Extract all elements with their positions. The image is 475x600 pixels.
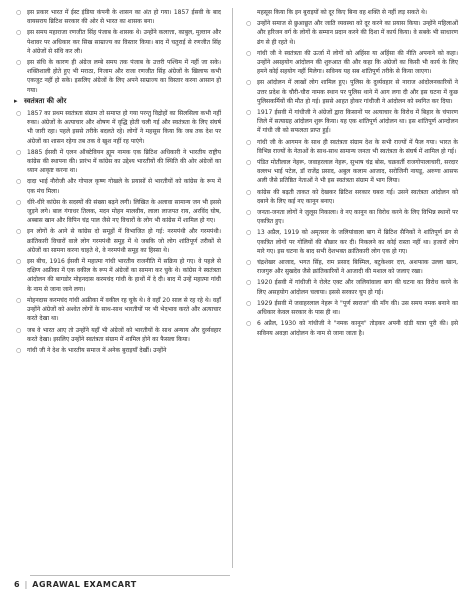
list-item (14, 177, 221, 195)
brand-suffix: AMCART (96, 579, 137, 589)
list-item-text: इस बीच, 1916 ईसवी में महात्मा गांधी भारतीय राजनीति में सक्रिय हो गए। वे पहले से दक्षिण अफ्रीका में एक वकील के रूप में अंग्रेजों का सामना कर चुके थे। कांग्रेस ने स्वतंत्रता आंदोलन की बागडोर मोहनदास करमचंद गांधी के हाथों में दे दी। बाद में उन्हें महात्मा गांधी के नाम से जाना जाने लगा। (27, 258, 221, 293)
bullet-icon: ○ (246, 20, 252, 28)
bullet-icon: ○ (16, 148, 22, 156)
list-item (244, 49, 458, 77)
page-footer (0, 576, 475, 592)
list-item (244, 278, 458, 296)
bullet-icon: ○ (16, 346, 22, 354)
column-divider (232, 8, 233, 568)
list-item (14, 28, 221, 56)
list-item-text: 1917 ईसवी में गांधीजी ने अंग्रेजों द्वारा किसानों पर अत्याचार के विरोध में बिहार के चंपारण जिले में सत्याग्रह आंदोलन शुरू किया। यह एक शांतिपूर्ण आंदोलन था। इस शांतिपूर्ण आन्दोलन में गांधी जी को सफलता प्राप्त हुई। (257, 109, 458, 135)
bullet-icon: ○ (246, 138, 252, 146)
bullet-icon: ○ (16, 29, 22, 37)
right-column (244, 8, 458, 340)
list-item (244, 299, 458, 317)
list-item-text: दादा भाई नौरोजी और गोपाल कृष्ण गोखले के प्रयासों से भारतीयों को कांग्रेस के रूप में एक मंच मिला। (27, 178, 221, 195)
section-heading (14, 97, 221, 106)
bullet-icon: ○ (16, 59, 22, 67)
list-item (14, 198, 221, 226)
list-item-text: उन्होंने समाज से छुआछूत और जाति व्यवस्था को दूर करने का प्रयास किया। उन्होंने महिलाओं और हरिजन वर्ग के लोगों के सम्मान प्रदान करने की दिशा में कार्य किया। वे सबके भी साधारण ढंग से ही रहते थे। (257, 20, 458, 46)
list-item-text: इन लोगों के आने से कांग्रेस दो समूहों में विभाजित हो गई: नरमपंथी और गरमपंथी। क्रांतिकारी विचारों वाले लोग गरमपंथी समूह में थे जबकि जो लोग शांतिपूर्ण तरीकों से अंग्रेजों का सामना करना चाहते थे, वे नरमपंथी समूह का हिस्सा थे। (27, 228, 221, 254)
bullet-icon: ○ (246, 159, 252, 167)
bullet-icon: ○ (246, 209, 252, 217)
list-item-text: गांधी जी के आगमन के साथ ही स्वतंत्रता संग्राम देश के सभी राज्यों में फैल गया। भारत के विभिन्न राज्यों के नेताओं के साथ-साथ सामान्य जनता भी स्वतंत्रता के संघर्ष में शामिल हो गई। (257, 138, 458, 155)
bullet-icon: ○ (246, 320, 252, 328)
list-item-text: जब वे भारत आए तो उन्होंने यहाँ भी अंग्रेजों को भारतीयों के साथ अन्याय और दुर्व्यवहार करते देखा। इसलिए उन्होंने स्वतंत्रता संग्राम में शामिल होने का फैसला किया। (27, 326, 221, 343)
list-item (244, 188, 458, 206)
bullet-icon: ○ (246, 299, 252, 307)
bullet-icon: ○ (246, 279, 252, 287)
list-item-text: धीरे-धीरे कांग्रेस के सदस्यों की संख्या बढ़ने लगी। लिखित के अलावा सामान्य जन भी इससे जुड़ने लगे। बाल गंगाधर तिलक, मदन मोहन मालवीय, लाला लाजपत राय, अरविंद घोष, अब्बास खान और विपिन चंद्र पाल जैसे नए विचारों के लोग भी कांग्रेस में शामिल हो गए। (27, 198, 221, 225)
bullet-icon: ○ (16, 110, 22, 118)
bullet-icon: ○ (246, 229, 252, 237)
bullet-icon: ○ (16, 9, 22, 16)
list-item (14, 8, 221, 26)
list-item (244, 19, 458, 47)
footer-separator: | (24, 579, 28, 589)
list-item (244, 319, 458, 337)
list-item (244, 228, 458, 256)
bullet-icon: ○ (16, 296, 22, 304)
continuation-text: महसूस किया कि इन बुराइयों को दूर किए बिना वह शक्ति से नहीं लड़ सकते थे। (257, 9, 428, 16)
brand-ex: EX (83, 579, 97, 589)
list-item (14, 296, 221, 324)
list-item (14, 257, 221, 294)
list-item-text: इस प्रकार भारत में ईस्ट इंडिया कंपनी के शासन का अंत हो गया। 1857 ईसवी के बाद वायसराय ब्रिटिश सरकार की ओर से भारत का शासक बना। (27, 9, 221, 26)
brand-prefix: AGRAWAL (32, 579, 81, 589)
list-item-text: जनता-जनता लोगों ने जुलूस निकाला। वे नए कानून का विरोध करने के लिए विभिन्न स्थानों पर एकत्रित हुए। (257, 209, 458, 226)
bullet-icon: ○ (246, 259, 252, 267)
list-item (14, 58, 221, 95)
list-item-text: इस समय महाराजा रणजीत सिंह पंजाब के शासक थे। उन्होंने कलात्ता, काबुल, मुल्तान और पेशावर पर अधिकार कर सिख साम्राज्य का विस्तार किया। बाद में चतुराई से रणजीत सिंह ने अंग्रेजों से संधि कर ली। (27, 29, 221, 55)
list-item-text: 13 अप्रैल, 1919 को अमृतसर के जलियांवाला बाग में ब्रिटिश सैनिकों ने शांतिपूर्ण ढंग से एकत्रित लोगों पर गोलियों की बौछार कर दी। निकलने का कोई रास्ता नहीं था। हजारों लोग मारे गए। इस घटना के बाद सभी देशभक्त क्रांतिकारी लोग एक हो गए। (257, 229, 458, 255)
section-marker-icon: ▸ (14, 96, 18, 105)
list-item-text: इस आंदोलन में लाखों लोग शामिल हुए। पुलिस के दुर्व्यवहार से नाराज आंदोलनकारियों ने उत्तर प्रदेश के चौरी-चौरा नामक स्थान पर पुलिस थाने में आग लगा दी और इस घटना में कुछ पुलिसकर्मियों की मौत हो गई। इससे आहत होकर गांधीजी ने आंदोलन को स्थगित कर दिया। (257, 79, 458, 105)
list-item-text: पंडित मोतीलाल नेहरू, जवाहरलाल नेहरू, सुभाष चंद्र बोस, चक्रवर्ती राजगोपालाचारी, सरदार वल्लभ भाई पटेल, डॉ राजेंद्र प्रसाद, अबुल कलाम आजाद, सरोजिनी नायडू, अरुणा आसफ अली जैसे प्रतिष्ठित नेताओं ने भी इस स्वतंत्रता संग्राम में भाग लिया। (257, 159, 458, 185)
bullet-icon: ○ (16, 326, 22, 334)
brand-logo (32, 580, 136, 589)
page-number: 6 (14, 579, 20, 589)
list-item (244, 138, 458, 156)
list-item-text: इस संधि के कारण ही अंग्रेज लम्बे समय तक पंजाब के उत्तरी पश्चिम में नहीं जा सके। शक्तिशाली होते हुए भी मराठा, निजाम और राजा रणजीत सिंह अंग्रेजों के खिलाफ कभी एकजुट नहीं हो सके। इसलिए अंग्रेजों के लिए अपने साम्राज्य का विस्तार करना आसान हो गया। (27, 59, 221, 94)
list-item (14, 227, 221, 255)
list-item-text: गांधी जी ने स्वतंत्रता की ऊर्जा में लोगों को अहिंसा या अहिंसा की नीति अपनाने को कहा। उन्होंने असहयोग आंदोलन की शुरुआत की और कहा कि अंग्रेजों का किसी भी कार्य के लिए हमने कोई सहयोग नहीं मिलेगा। सविनय यह सब शांतिपूर्ण तरीके से किया जाएगा। (257, 49, 458, 76)
list-item-text: चंद्रशेखर आजाद, भगत सिंह, राम प्रसाद बिस्मिल, बटुकेश्वर दत्त, अशफाक उल्ला खान, राजगुरु और सुखदेव जैसे क्रांतिकारियों ने आजादी की मशाल को जलाए रखा। (257, 259, 458, 276)
list-item-text: 1929 ईसवी में जवाहरलाल नेहरू ने "पूर्ण स्वराज" की माँग की। उस समय नमक बनाने का अधिकार केवल सरकार के पास ही था। (257, 299, 458, 317)
list-item-text: 1857 का प्रथम स्वतंत्रता संग्राम तो समाप्त हो गया परन्तु विद्रोहों का सिलसिला कभी नहीं रुका। अंग्रेजों के अत्याचार और शोषण में वृद्धि होती चली गई और स्वतंत्रता के लिए संघर्ष भी जारी रहा। पहले इससे तरीके बदलते रहे। लोगों ने महसूस किया कि जब तक देश पर अंग्रेजों का शासन रहेगा तब तक वे खुश नहीं रह पाएंगे। (27, 110, 221, 145)
list-item (244, 158, 458, 186)
list-item-text: 6 अप्रैल, 1930 को गांधीजी ने "नमक कानून" तोड़कर अपनी दांडी यात्रा पूरी की। इसे सविनय अवज्ञा आंदोलन के नाम से जाना जाता है। (257, 320, 458, 337)
list-item-text: 1885 ईसवी में एलन ऑक्टेवियन ह्यूम नामक एक ब्रिटिश अधिकारी ने भारतीय राष्ट्रीय कांग्रेस की स्थापना की। प्रारंभ में कांग्रेस का उद्देश्य भारतीयों की स्थिति की ओर अंग्रेजों का ध्यान आकृष्ट करना था। (27, 148, 221, 175)
bullet-icon: ○ (246, 188, 252, 196)
list-item (244, 108, 458, 136)
left-bottom-list (14, 109, 221, 355)
list-item-text: मोहनदास करमचंद गांधी अफ्रीका में वकील रह चुके थे। वे वहाँ 20 साल से रह रहे थे। वहाँ उन्होंने अंग्रेजों को अश्वेत लोगों के साथ-साथ भारतीयों पर भी भेदभाव करते और अत्याचार करते देखा था। (27, 296, 221, 323)
left-column (14, 8, 221, 357)
list-item (14, 148, 221, 176)
bullet-icon: ○ (16, 228, 22, 236)
bullet-icon: ○ (16, 198, 22, 206)
bullet-icon: ○ (16, 258, 22, 266)
list-item (14, 109, 221, 146)
left-top-list (14, 8, 221, 95)
list-item-text: 1920 ईसवी में गांधीजी ने रोलेट एक्ट और जलियांवाला बाग की घटना का विरोध करने के लिए असहयोग आंदोलन चलाया। इससे सरकार चुप हो गई। (257, 279, 458, 296)
list-item-text: गांधी जी ने देश के भारतीय समाज में अनेक बुराइयाँ देखीं। उन्होंने (27, 346, 167, 354)
list-item (14, 346, 221, 355)
section-heading-text: स्वतंत्रता की ओर (24, 96, 67, 105)
right-list (244, 19, 458, 338)
bullet-icon: ○ (246, 79, 252, 87)
bullet-icon: ○ (246, 109, 252, 117)
list-item (244, 208, 458, 226)
list-item (244, 258, 458, 276)
bullet-icon: ○ (246, 49, 252, 57)
bullet-icon: ○ (16, 178, 22, 186)
list-item (244, 78, 458, 106)
list-item (14, 326, 221, 344)
list-item-text: कांग्रेस की बढ़ती ताकत को देखकर ब्रिटिश सरकार घबरा गई। उसने स्वतंत्रता आंदोलन को दबाने के लिए कई नए कानून बनाए। (257, 188, 458, 205)
